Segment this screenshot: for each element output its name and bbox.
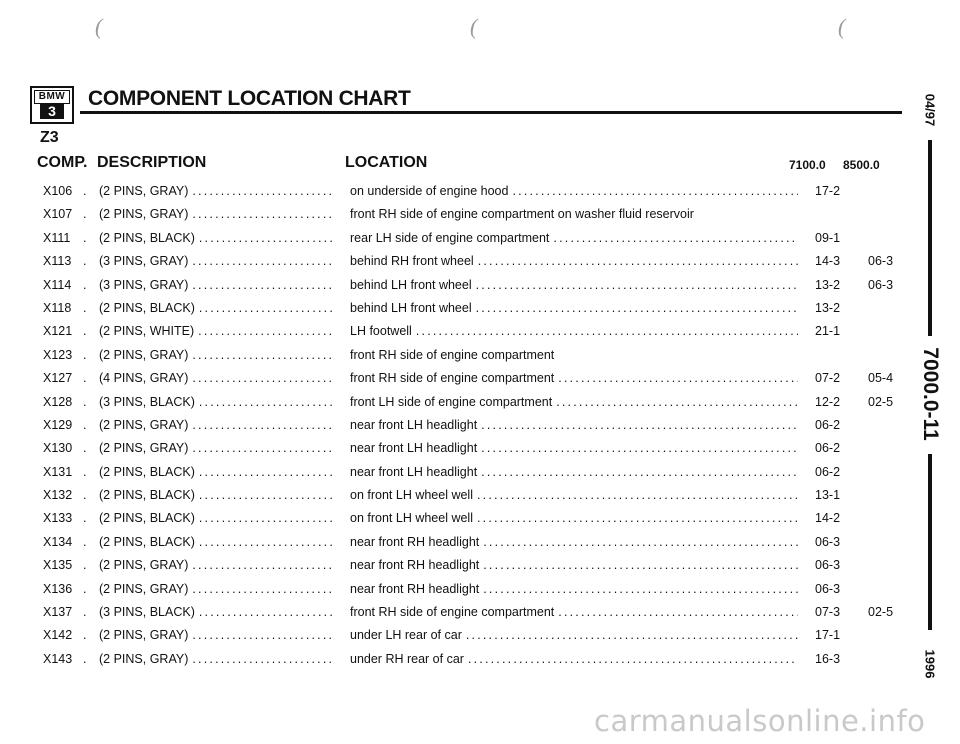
description-text: (4 PINS, GRAY) xyxy=(99,371,189,386)
component-description xyxy=(99,297,335,320)
table-row xyxy=(0,507,920,530)
table-row xyxy=(0,484,920,507)
dot-leader xyxy=(199,461,335,484)
bmw-3-series-logo xyxy=(30,86,74,124)
dot-leader xyxy=(192,344,335,367)
component-description xyxy=(99,531,335,554)
series-7100-ref: 12-2 xyxy=(815,394,841,409)
separator-dot: . xyxy=(83,605,87,620)
location-text: front LH side of engine compartment xyxy=(350,394,553,409)
location-text: on underside of engine hood xyxy=(350,184,509,198)
component-table xyxy=(0,180,920,671)
dot-leader xyxy=(199,227,335,250)
location-text: LH footwell xyxy=(350,324,412,339)
header-description: DESCRIPTION xyxy=(97,154,207,171)
table-row xyxy=(0,648,920,671)
separator-dot: . xyxy=(83,324,87,339)
separator-dot: . xyxy=(83,300,87,315)
component-id: X107 xyxy=(43,207,73,222)
component-description xyxy=(99,484,335,507)
component-location xyxy=(350,531,798,554)
location-text: on front LH wheel well xyxy=(350,488,473,503)
series-7100-ref: 17-1 xyxy=(815,628,841,643)
dot-leader xyxy=(512,180,798,203)
dot-leader xyxy=(558,601,798,624)
sidebar-year: 1996 xyxy=(922,649,938,679)
component-id: X142 xyxy=(43,628,73,643)
location-text: near front RH headlight xyxy=(350,581,480,596)
location-text: near front LH headlight xyxy=(350,464,478,479)
component-location xyxy=(350,578,798,601)
table-row xyxy=(0,461,920,484)
description-text: (2 PINS, BLACK) xyxy=(99,511,195,526)
separator-dot: . xyxy=(83,441,87,456)
component-id: X121 xyxy=(43,324,73,339)
logo-series-number: 3 xyxy=(40,103,64,119)
separator-dot: . xyxy=(83,277,87,292)
header-location: LOCATION xyxy=(345,154,428,171)
dot-leader xyxy=(199,531,335,554)
table-row xyxy=(0,250,920,273)
component-id: X128 xyxy=(43,394,73,409)
table-row xyxy=(0,274,920,297)
dot-leader xyxy=(199,484,335,507)
series-7100-ref: 14-3 xyxy=(815,254,841,269)
component-location xyxy=(350,180,798,203)
dot-leader xyxy=(476,274,798,297)
series-8500-ref: 02-5 xyxy=(868,605,894,620)
component-description xyxy=(99,414,335,437)
description-text: (2 PINS, GRAY) xyxy=(99,581,189,596)
separator-dot: . xyxy=(83,464,87,479)
table-row xyxy=(0,297,920,320)
component-description xyxy=(99,274,335,297)
component-description xyxy=(99,203,335,226)
component-location xyxy=(350,344,798,367)
location-text: behind LH front wheel xyxy=(350,277,472,292)
series-7100-ref: 06-2 xyxy=(815,417,841,432)
component-location xyxy=(350,648,798,671)
separator-dot: . xyxy=(83,394,87,409)
description-text: (2 PINS, BLACK) xyxy=(99,488,195,503)
series-7100-ref: 09-1 xyxy=(815,230,841,245)
separator-dot: . xyxy=(83,347,87,362)
component-location xyxy=(350,367,798,390)
dot-leader xyxy=(477,507,798,530)
component-id: X137 xyxy=(43,605,73,620)
series-7100-ref: 06-2 xyxy=(815,464,841,479)
description-text: (2 PINS, BLACK) xyxy=(99,300,195,315)
separator-dot: . xyxy=(83,534,87,549)
description-text: (2 PINS, GRAY) xyxy=(99,558,189,573)
dot-leader xyxy=(192,250,335,273)
series-7100-ref: 21-1 xyxy=(815,324,841,339)
table-row xyxy=(0,180,920,203)
component-location xyxy=(350,461,798,484)
watermark: carmanualsonline.info xyxy=(594,704,926,738)
sidebar-page-number: 7000.0-11 xyxy=(919,347,942,441)
location-text: near front LH headlight xyxy=(350,417,478,432)
separator-dot: . xyxy=(83,511,87,526)
series-7100-ref: 06-3 xyxy=(815,534,841,549)
series-7100-ref: 17-2 xyxy=(815,184,841,198)
separator-dot: . xyxy=(83,230,87,245)
dot-leader xyxy=(481,414,798,437)
component-id: X135 xyxy=(43,558,73,573)
series-7100-ref: 16-3 xyxy=(815,651,841,666)
component-location xyxy=(350,274,798,297)
dot-leader xyxy=(553,227,798,250)
dot-leader xyxy=(483,531,798,554)
location-text: under LH rear of car xyxy=(350,628,462,643)
location-text: behind RH front wheel xyxy=(350,254,474,269)
location-text: front RH side of engine compartment on washer fluid reservoir xyxy=(350,207,694,222)
location-text: rear LH side of engine compartment xyxy=(350,230,550,245)
sidebar-rule-top xyxy=(928,140,932,336)
table-row xyxy=(0,414,920,437)
series-8500-ref: 06-3 xyxy=(868,277,894,292)
location-text: front RH side of engine compartment xyxy=(350,605,555,620)
description-text: (2 PINS, GRAY) xyxy=(99,628,189,643)
component-location xyxy=(350,554,798,577)
table-row xyxy=(0,601,920,624)
component-location xyxy=(350,414,798,437)
component-description xyxy=(99,461,335,484)
description-text: (3 PINS, BLACK) xyxy=(99,605,195,620)
component-description xyxy=(99,250,335,273)
dot-leader xyxy=(558,367,798,390)
component-location xyxy=(350,437,798,460)
table-row xyxy=(0,578,920,601)
component-id: X143 xyxy=(43,651,73,666)
dot-leader xyxy=(192,578,335,601)
component-id: X106 xyxy=(43,184,73,198)
component-description xyxy=(99,554,335,577)
table-row xyxy=(0,437,920,460)
dot-leader xyxy=(466,624,798,647)
component-id: X111 xyxy=(43,230,71,245)
series-7100-ref: 13-1 xyxy=(815,488,841,503)
scan-mark: ( xyxy=(838,14,846,39)
dot-leader xyxy=(192,648,335,671)
dot-leader xyxy=(192,367,335,390)
description-text: (2 PINS, GRAY) xyxy=(99,417,189,432)
component-id: X114 xyxy=(43,277,72,292)
sidebar-rule-bottom xyxy=(928,454,932,630)
table-row xyxy=(0,391,920,414)
table-row xyxy=(0,227,920,250)
component-description xyxy=(99,507,335,530)
separator-dot: . xyxy=(83,417,87,432)
component-description xyxy=(99,437,335,460)
component-description xyxy=(99,601,335,624)
component-location xyxy=(350,297,798,320)
component-location xyxy=(350,250,798,273)
title-rule xyxy=(80,111,902,114)
component-location xyxy=(350,227,798,250)
component-description xyxy=(99,648,335,671)
component-id: X123 xyxy=(43,347,73,362)
sidebar-date: 04/97 xyxy=(922,93,938,127)
location-text: under RH rear of car xyxy=(350,651,464,666)
logo-bmw-text: BMW xyxy=(34,90,70,104)
series-8500-ref: 05-4 xyxy=(868,371,894,386)
component-id: X113 xyxy=(43,254,72,269)
dot-leader xyxy=(192,554,335,577)
scan-mark: ( xyxy=(95,14,103,39)
separator-dot: . xyxy=(83,488,87,503)
model-label: Z3 xyxy=(40,129,59,146)
location-text: front RH side of engine compartment xyxy=(350,371,555,386)
location-text: on front LH wheel well xyxy=(350,511,473,526)
component-description xyxy=(99,180,335,203)
location-text: near front LH headlight xyxy=(350,441,478,456)
component-location xyxy=(350,391,798,414)
description-text: (3 PINS, GRAY) xyxy=(99,254,189,269)
table-row xyxy=(0,320,920,343)
dot-leader xyxy=(192,624,335,647)
component-id: X136 xyxy=(43,581,73,596)
series-7100-ref: 07-2 xyxy=(815,371,841,386)
component-location xyxy=(350,507,798,530)
dot-leader xyxy=(199,507,335,530)
separator-dot: . xyxy=(83,581,87,596)
component-location xyxy=(350,320,798,343)
series-7100-ref: 06-2 xyxy=(815,441,841,456)
table-row xyxy=(0,624,920,647)
separator-dot: . xyxy=(83,184,87,198)
description-text: (2 PINS, GRAY) xyxy=(99,651,189,666)
component-id: X134 xyxy=(43,534,73,549)
series-7100-ref: 14-2 xyxy=(815,511,841,526)
dot-leader xyxy=(198,320,335,343)
component-id: X130 xyxy=(43,441,73,456)
description-text: (2 PINS, BLACK) xyxy=(99,534,195,549)
component-id: X133 xyxy=(43,511,73,526)
dot-leader xyxy=(199,391,335,414)
description-text: (2 PINS, BLACK) xyxy=(99,464,195,479)
description-text: (2 PINS, GRAY) xyxy=(99,347,189,362)
series-7100-ref: 06-3 xyxy=(815,581,841,596)
component-id: X131 xyxy=(43,464,73,479)
separator-dot: . xyxy=(83,628,87,643)
table-row xyxy=(0,554,920,577)
separator-dot: . xyxy=(83,651,87,666)
component-id: X127 xyxy=(43,371,73,386)
series-8500-ref: 02-5 xyxy=(868,394,894,409)
component-location xyxy=(350,601,798,624)
table-row xyxy=(0,367,920,390)
description-text: (2 PINS, GRAY) xyxy=(99,441,189,456)
separator-dot: . xyxy=(83,371,87,386)
component-id: X132 xyxy=(43,488,73,503)
table-row xyxy=(0,531,920,554)
component-location xyxy=(350,624,798,647)
dot-leader xyxy=(478,250,798,273)
location-text: near front RH headlight xyxy=(350,558,480,573)
location-text: front RH side of engine compartment xyxy=(350,347,555,362)
dot-leader xyxy=(199,297,335,320)
component-description xyxy=(99,344,335,367)
series-8500-ref: 06-3 xyxy=(868,254,894,269)
description-text: (2 PINS, BLACK) xyxy=(99,230,195,245)
description-text: (3 PINS, GRAY) xyxy=(99,277,189,292)
dot-leader xyxy=(416,320,798,343)
dot-leader xyxy=(192,180,335,203)
page-title: COMPONENT LOCATION CHART xyxy=(88,87,411,110)
dot-leader xyxy=(192,203,335,226)
separator-dot: . xyxy=(83,254,87,269)
separator-dot: . xyxy=(83,558,87,573)
series-7100-ref: 13-2 xyxy=(815,277,841,292)
header-series-8500: 8500.0 xyxy=(843,158,880,172)
separator-dot: . xyxy=(83,207,87,222)
component-location xyxy=(350,203,798,226)
dot-leader xyxy=(483,578,798,601)
component-id: X118 xyxy=(43,300,72,315)
dot-leader xyxy=(192,274,335,297)
header-comp: COMP. xyxy=(37,154,88,171)
dot-leader xyxy=(192,437,335,460)
dot-leader xyxy=(192,414,335,437)
description-text: (2 PINS, GRAY) xyxy=(99,207,189,222)
component-description xyxy=(99,624,335,647)
description-text: (2 PINS, WHITE) xyxy=(99,324,195,339)
location-text: behind LH front wheel xyxy=(350,300,472,315)
dot-leader xyxy=(468,648,798,671)
dot-leader xyxy=(481,437,798,460)
component-location xyxy=(350,484,798,507)
dot-leader xyxy=(556,391,798,414)
component-description xyxy=(99,578,335,601)
component-description xyxy=(99,227,335,250)
component-description xyxy=(99,320,335,343)
component-description xyxy=(99,367,335,390)
series-7100-ref: 07-3 xyxy=(815,605,841,620)
component-id: X129 xyxy=(43,417,73,432)
description-text: (3 PINS, BLACK) xyxy=(99,394,195,409)
series-7100-ref: 13-2 xyxy=(815,300,841,315)
dot-leader xyxy=(481,461,798,484)
dot-leader xyxy=(199,601,335,624)
description-text: (2 PINS, GRAY) xyxy=(99,184,189,198)
dot-leader xyxy=(483,554,798,577)
page-sidebar xyxy=(918,80,948,740)
series-7100-ref: 06-3 xyxy=(815,558,841,573)
table-row xyxy=(0,344,920,367)
dot-leader xyxy=(477,484,798,507)
dot-leader xyxy=(476,297,798,320)
location-text: near front RH headlight xyxy=(350,534,480,549)
header-series-7100: 7100.0 xyxy=(789,158,826,172)
component-description xyxy=(99,391,335,414)
table-row xyxy=(0,203,920,226)
scan-mark: ( xyxy=(470,14,478,39)
